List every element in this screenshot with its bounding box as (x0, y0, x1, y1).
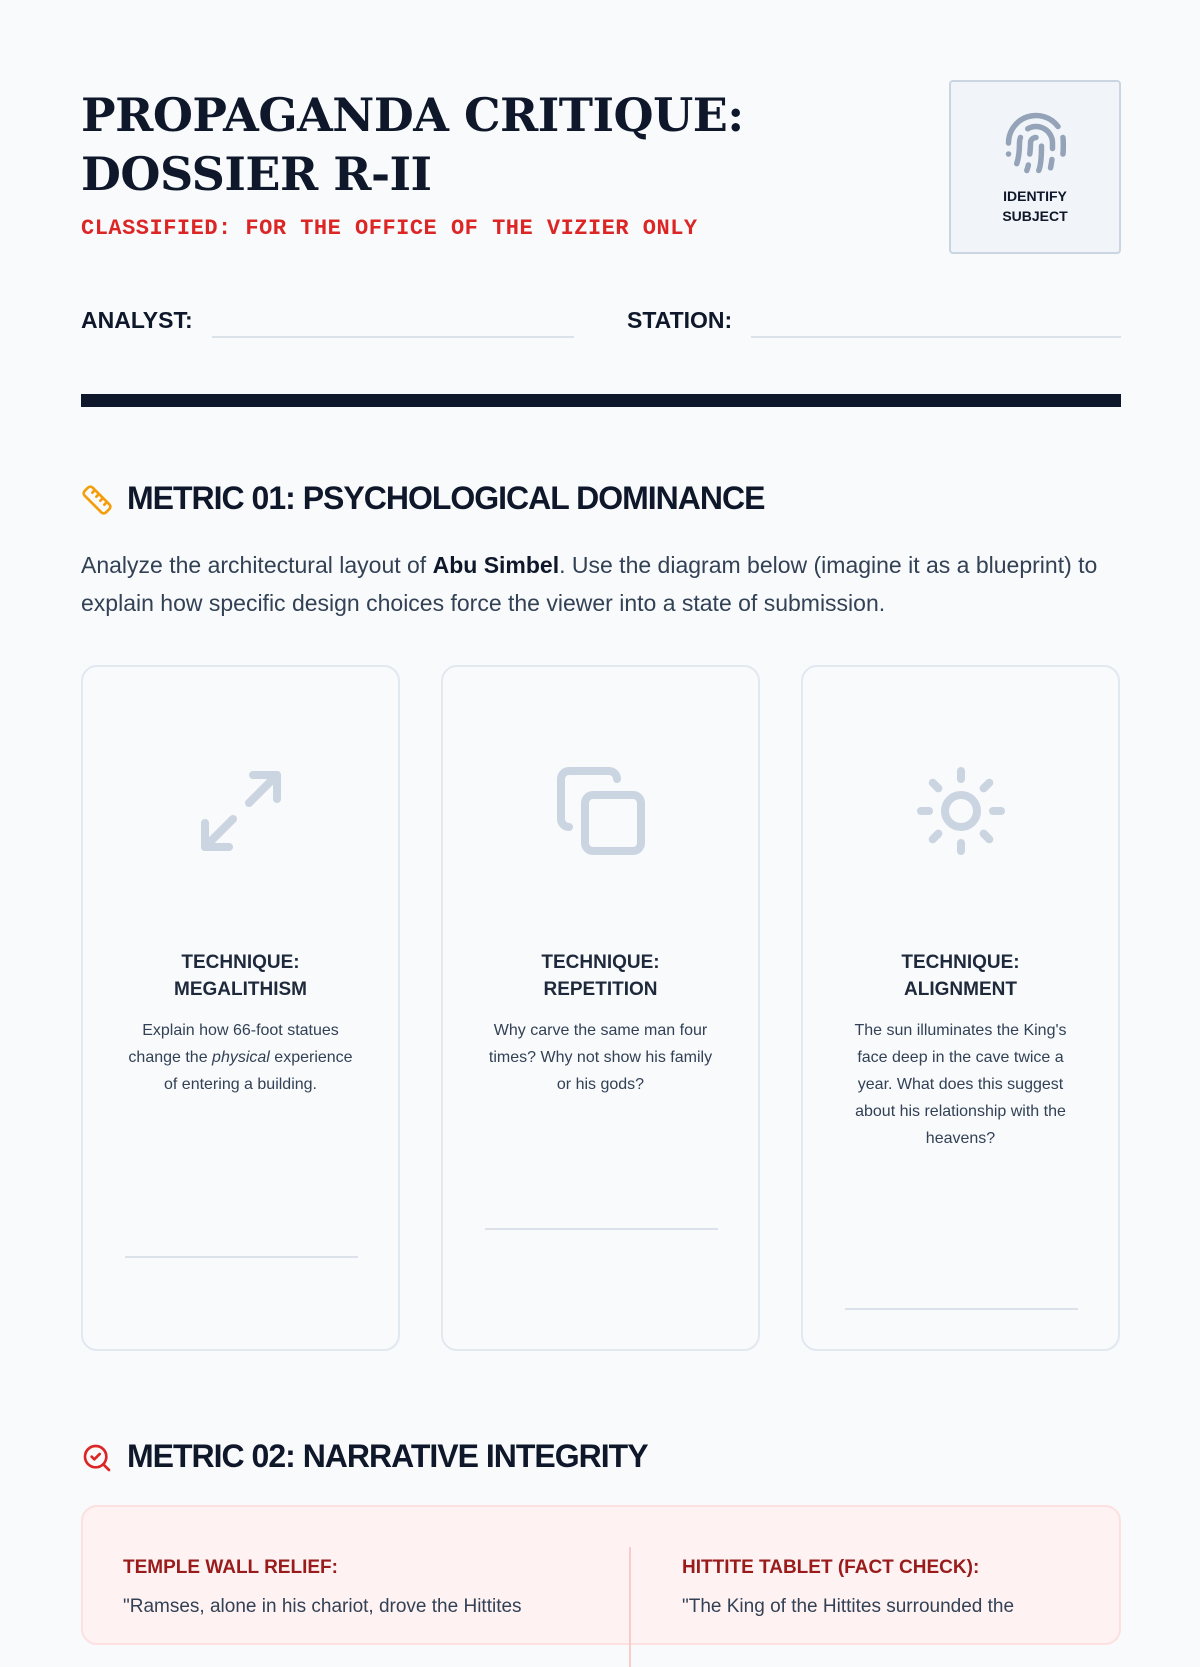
intro-text-start: Analyze the architectural layout of (81, 552, 433, 578)
search-check-icon (81, 1442, 113, 1474)
card-title (823, 949, 1098, 1003)
fact-check-panel (81, 1505, 1121, 1645)
technique-card-alignment (801, 665, 1120, 1351)
analyst-field[interactable] (212, 336, 574, 338)
station-field[interactable] (751, 336, 1121, 338)
identify-label-line-1: IDENTIFY (1003, 188, 1067, 204)
card-title-line-2: REPETITION (543, 979, 658, 1000)
dossier-header (81, 80, 1121, 255)
column-divider (629, 1547, 631, 1667)
card-title-line-1: TECHNIQUE: (541, 952, 660, 973)
metric-01-instructions (81, 546, 1121, 622)
metric-02-heading (81, 1438, 1121, 1478)
identify-subject-button[interactable] (949, 80, 1121, 254)
title-line-1: PROPAGANDA CRITIQUE: (81, 88, 744, 142)
intro-highlight: Abu Simbel (432, 552, 560, 578)
classification-banner: CLASSIFIED: FOR THE OFFICE OF THE VIZIER ONLY (81, 216, 698, 241)
card-prompt-end: experience of entering a building. (164, 1049, 353, 1093)
answer-line[interactable] (485, 1228, 718, 1230)
card-prompt: Why carve the same man four times? Why not show his family or his gods? (488, 1022, 713, 1093)
intro-text-end: . Use the diagram below (imagine it as a blueprint) to explain how specific design choices force the viewer into a state of submission. (81, 552, 1098, 616)
station-label: STATION: (627, 307, 733, 333)
ruler-icon (81, 484, 113, 516)
analyst-label: ANALYST: (81, 307, 193, 333)
metric-01-title: METRIC 01: PSYCHOLOGICAL DOMINANCE (127, 480, 765, 516)
answer-line[interactable] (845, 1308, 1078, 1310)
expand-arrows-icon (193, 763, 289, 859)
technique-card-repetition (441, 665, 760, 1351)
card-prompt-start: Explain how 66-foot statues change the (128, 1022, 339, 1066)
temple-relief-label: TEMPLE WALL RELIEF: (123, 1557, 338, 1578)
card-prompt: The sun illuminates the King's face deep in the cave twice a year. What does this suggest about his relationship with the heavens? (854, 1022, 1067, 1147)
document-title (81, 86, 841, 204)
sun-icon (913, 763, 1009, 859)
worksheet-page (81, 0, 1121, 1617)
card-title (463, 949, 738, 1003)
copy-icon (553, 763, 649, 859)
identify-label-line-2: SUBJECT (1002, 208, 1068, 224)
hittite-tablet-quote: "The King of the Hittites surrounded the (682, 1596, 1015, 1617)
title-line-2: DOSSIER R-II (81, 147, 432, 201)
technique-card-megalithism (81, 665, 400, 1351)
answer-line[interactable] (125, 1256, 358, 1258)
metric-01-heading (81, 480, 1121, 520)
card-prompt (123, 1017, 358, 1098)
fingerprint-icon (1003, 110, 1069, 176)
card-title-line-1: TECHNIQUE: (181, 952, 300, 973)
card-title-line-2: MEGALITHISM (174, 979, 307, 1000)
card-title (103, 949, 378, 1003)
card-title-line-1: TECHNIQUE: (901, 952, 1020, 973)
temple-relief-quote: "Ramses, alone in his chariot, drove the Hittites (123, 1596, 522, 1617)
metric-02-title: METRIC 02: NARRATIVE INTEGRITY (127, 1438, 648, 1474)
hittite-tablet-label: HITTITE TABLET (FACT CHECK): (682, 1557, 980, 1578)
card-title-line-2: ALIGNMENT (904, 979, 1017, 1000)
identify-subject-label (951, 186, 1119, 226)
section-divider (81, 394, 1121, 407)
card-prompt-emphasis: physical (212, 1049, 270, 1066)
